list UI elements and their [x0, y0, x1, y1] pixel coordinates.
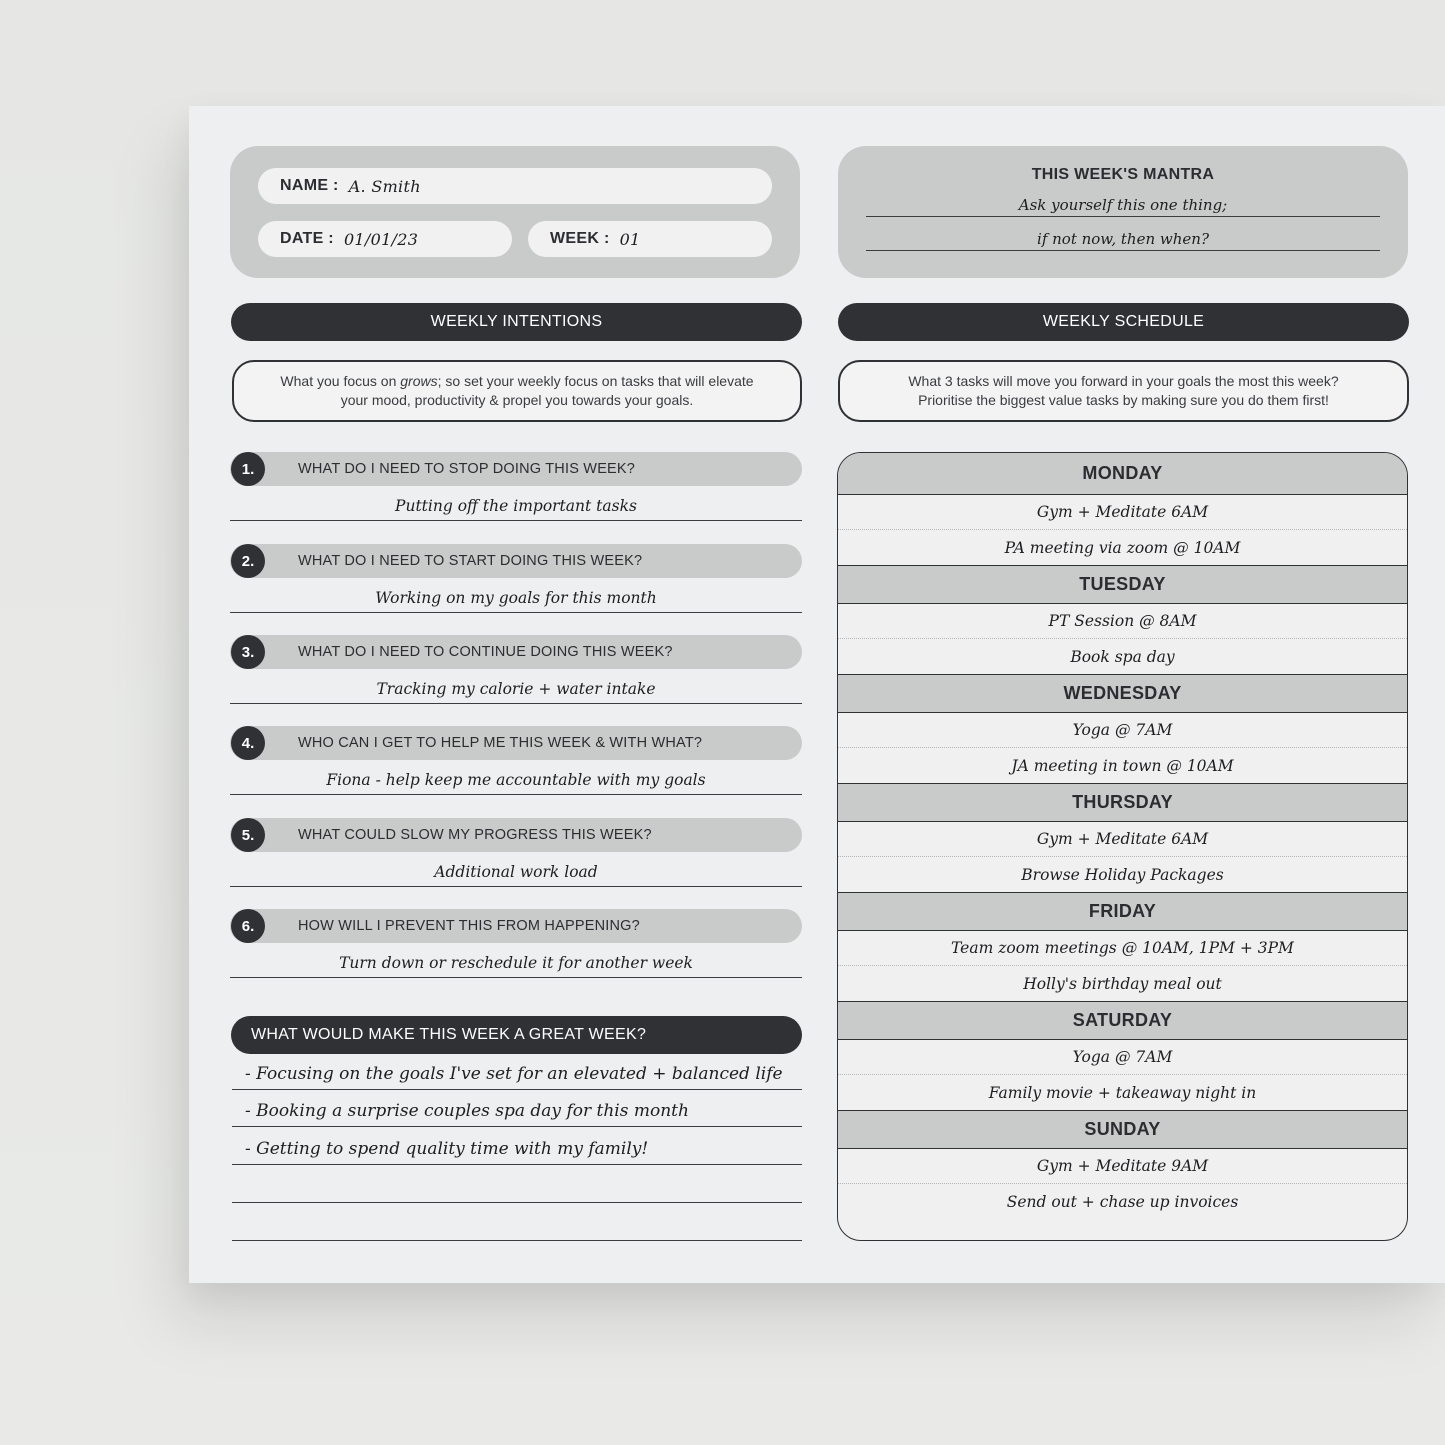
name-field[interactable]: [258, 168, 772, 204]
mantra-title: THIS WEEK'S MANTRA: [1031, 166, 1215, 183]
schedule-entry[interactable]: Holly's birthday meal out: [1023, 974, 1222, 993]
schedule-entry[interactable]: Book spa day: [1070, 647, 1175, 666]
schedule-entry[interactable]: PT Session @ 8AM: [838, 604, 1407, 639]
question-label: WHAT DO I NEED TO CONTINUE DOING THIS WEEK?: [230, 635, 802, 669]
mantra-card: [838, 146, 1408, 278]
day-header-friday: FRIDAY: [838, 892, 1407, 931]
great-week-line-1[interactable]: - Focusing on the goals I've set for an elevated + balanced life: [232, 1054, 802, 1090]
answer-field[interactable]: Working on my goals for this month: [230, 584, 802, 613]
intentions-description: [232, 360, 802, 422]
weekly-schedule-table: [837, 452, 1408, 1241]
answer-field[interactable]: Additional work load: [230, 858, 802, 887]
question-number: 1.: [231, 452, 265, 486]
schedule-entry[interactable]: Yoga @ 7AM: [838, 1040, 1407, 1075]
schedule-entry[interactable]: Browse Holiday Packages: [1021, 865, 1224, 884]
question-number: 6.: [231, 909, 265, 943]
week-label: WEEK :: [550, 230, 610, 247]
question-block-1: [230, 452, 802, 522]
great-week-header: WHAT WOULD MAKE THIS WEEK A GREAT WEEK?: [231, 1016, 802, 1054]
day-header-saturday: SATURDAY: [838, 1001, 1407, 1040]
question-number: 3.: [231, 635, 265, 669]
answer-field[interactable]: Putting off the important tasks: [230, 492, 802, 521]
date-field[interactable]: [258, 221, 512, 257]
schedule-entry[interactable]: Gym + Meditate 6AM: [838, 495, 1407, 530]
mantra-line-1[interactable]: Ask yourself this one thing;: [866, 194, 1380, 217]
day-header-wednesday: WEDNESDAY: [838, 674, 1407, 713]
day-header-thursday: THURSDAY: [838, 783, 1407, 822]
answer-field[interactable]: Turn down or reschedule it for another week: [230, 949, 802, 978]
schedule-entry[interactable]: Team zoom meetings @ 10AM, 1PM + 3PM: [838, 931, 1407, 966]
intentions-desc-text: What you focus on grows; so set your weekly focus on tasks that will elevate your mood, productivity & propel you towards your goals.: [280, 373, 754, 408]
weekly-schedule-header: WEEKLY SCHEDULE: [838, 303, 1409, 341]
question-label: WHO CAN I GET TO HELP ME THIS WEEK & WITH WHAT?: [230, 726, 802, 760]
great-week-line-4[interactable]: [232, 1167, 802, 1203]
schedule-entry[interactable]: PA meeting via zoom @ 10AM: [1004, 538, 1241, 557]
question-number: 5.: [231, 818, 265, 852]
question-number: 4.: [231, 726, 265, 760]
day-header-sunday: SUNDAY: [838, 1110, 1407, 1149]
great-week-line-5[interactable]: [232, 1205, 802, 1241]
name-value: A. Smith: [348, 176, 421, 196]
question-number: 2.: [231, 544, 265, 578]
schedule-entry[interactable]: Gym + Meditate 6AM: [838, 822, 1407, 857]
day-header-tuesday: TUESDAY: [838, 565, 1407, 604]
weekly-intentions-header: WEEKLY INTENTIONS: [231, 303, 802, 341]
name-label: NAME :: [280, 177, 339, 194]
week-value: 01: [619, 229, 641, 249]
schedule-entry[interactable]: Yoga @ 7AM: [838, 713, 1407, 748]
question-block-2: [230, 544, 802, 614]
schedule-entry[interactable]: Family movie + takeaway night in: [988, 1083, 1257, 1102]
question-label: HOW WILL I PREVENT THIS FROM HAPPENING?: [230, 909, 802, 943]
schedule-entry[interactable]: Send out + chase up invoices: [1006, 1192, 1239, 1211]
question-block-6: [230, 909, 802, 979]
schedule-description: What 3 tasks will move you forward in your goals the most this week? Prioritise the biggest value tasks by making sure you do them first!: [838, 360, 1409, 422]
question-label: WHAT COULD SLOW MY PROGRESS THIS WEEK?: [230, 818, 802, 852]
answer-field[interactable]: Fiona - help keep me accountable with my goals: [230, 766, 802, 795]
answer-field[interactable]: Tracking my calorie + water intake: [230, 675, 802, 704]
date-label: DATE :: [280, 230, 334, 247]
great-week-line-2[interactable]: - Booking a surprise couples spa day for this month: [232, 1091, 802, 1127]
date-value: 01/01/23: [343, 229, 419, 249]
question-label: WHAT DO I NEED TO STOP DOING THIS WEEK?: [230, 452, 802, 486]
day-header-monday: MONDAY: [838, 453, 1407, 495]
question-label: WHAT DO I NEED TO START DOING THIS WEEK?: [230, 544, 802, 578]
question-block-3: [230, 635, 802, 705]
info-card: [230, 146, 800, 278]
mantra-line-2[interactable]: if not now, then when?: [866, 228, 1380, 251]
question-block-4: [230, 726, 802, 796]
week-field[interactable]: [528, 221, 772, 257]
schedule-entry[interactable]: JA meeting in town @ 10AM: [1011, 756, 1234, 775]
great-week-line-3[interactable]: - Getting to spend quality time with my family!: [232, 1129, 802, 1165]
schedule-entry[interactable]: Gym + Meditate 9AM: [838, 1149, 1407, 1184]
question-block-5: [230, 818, 802, 888]
